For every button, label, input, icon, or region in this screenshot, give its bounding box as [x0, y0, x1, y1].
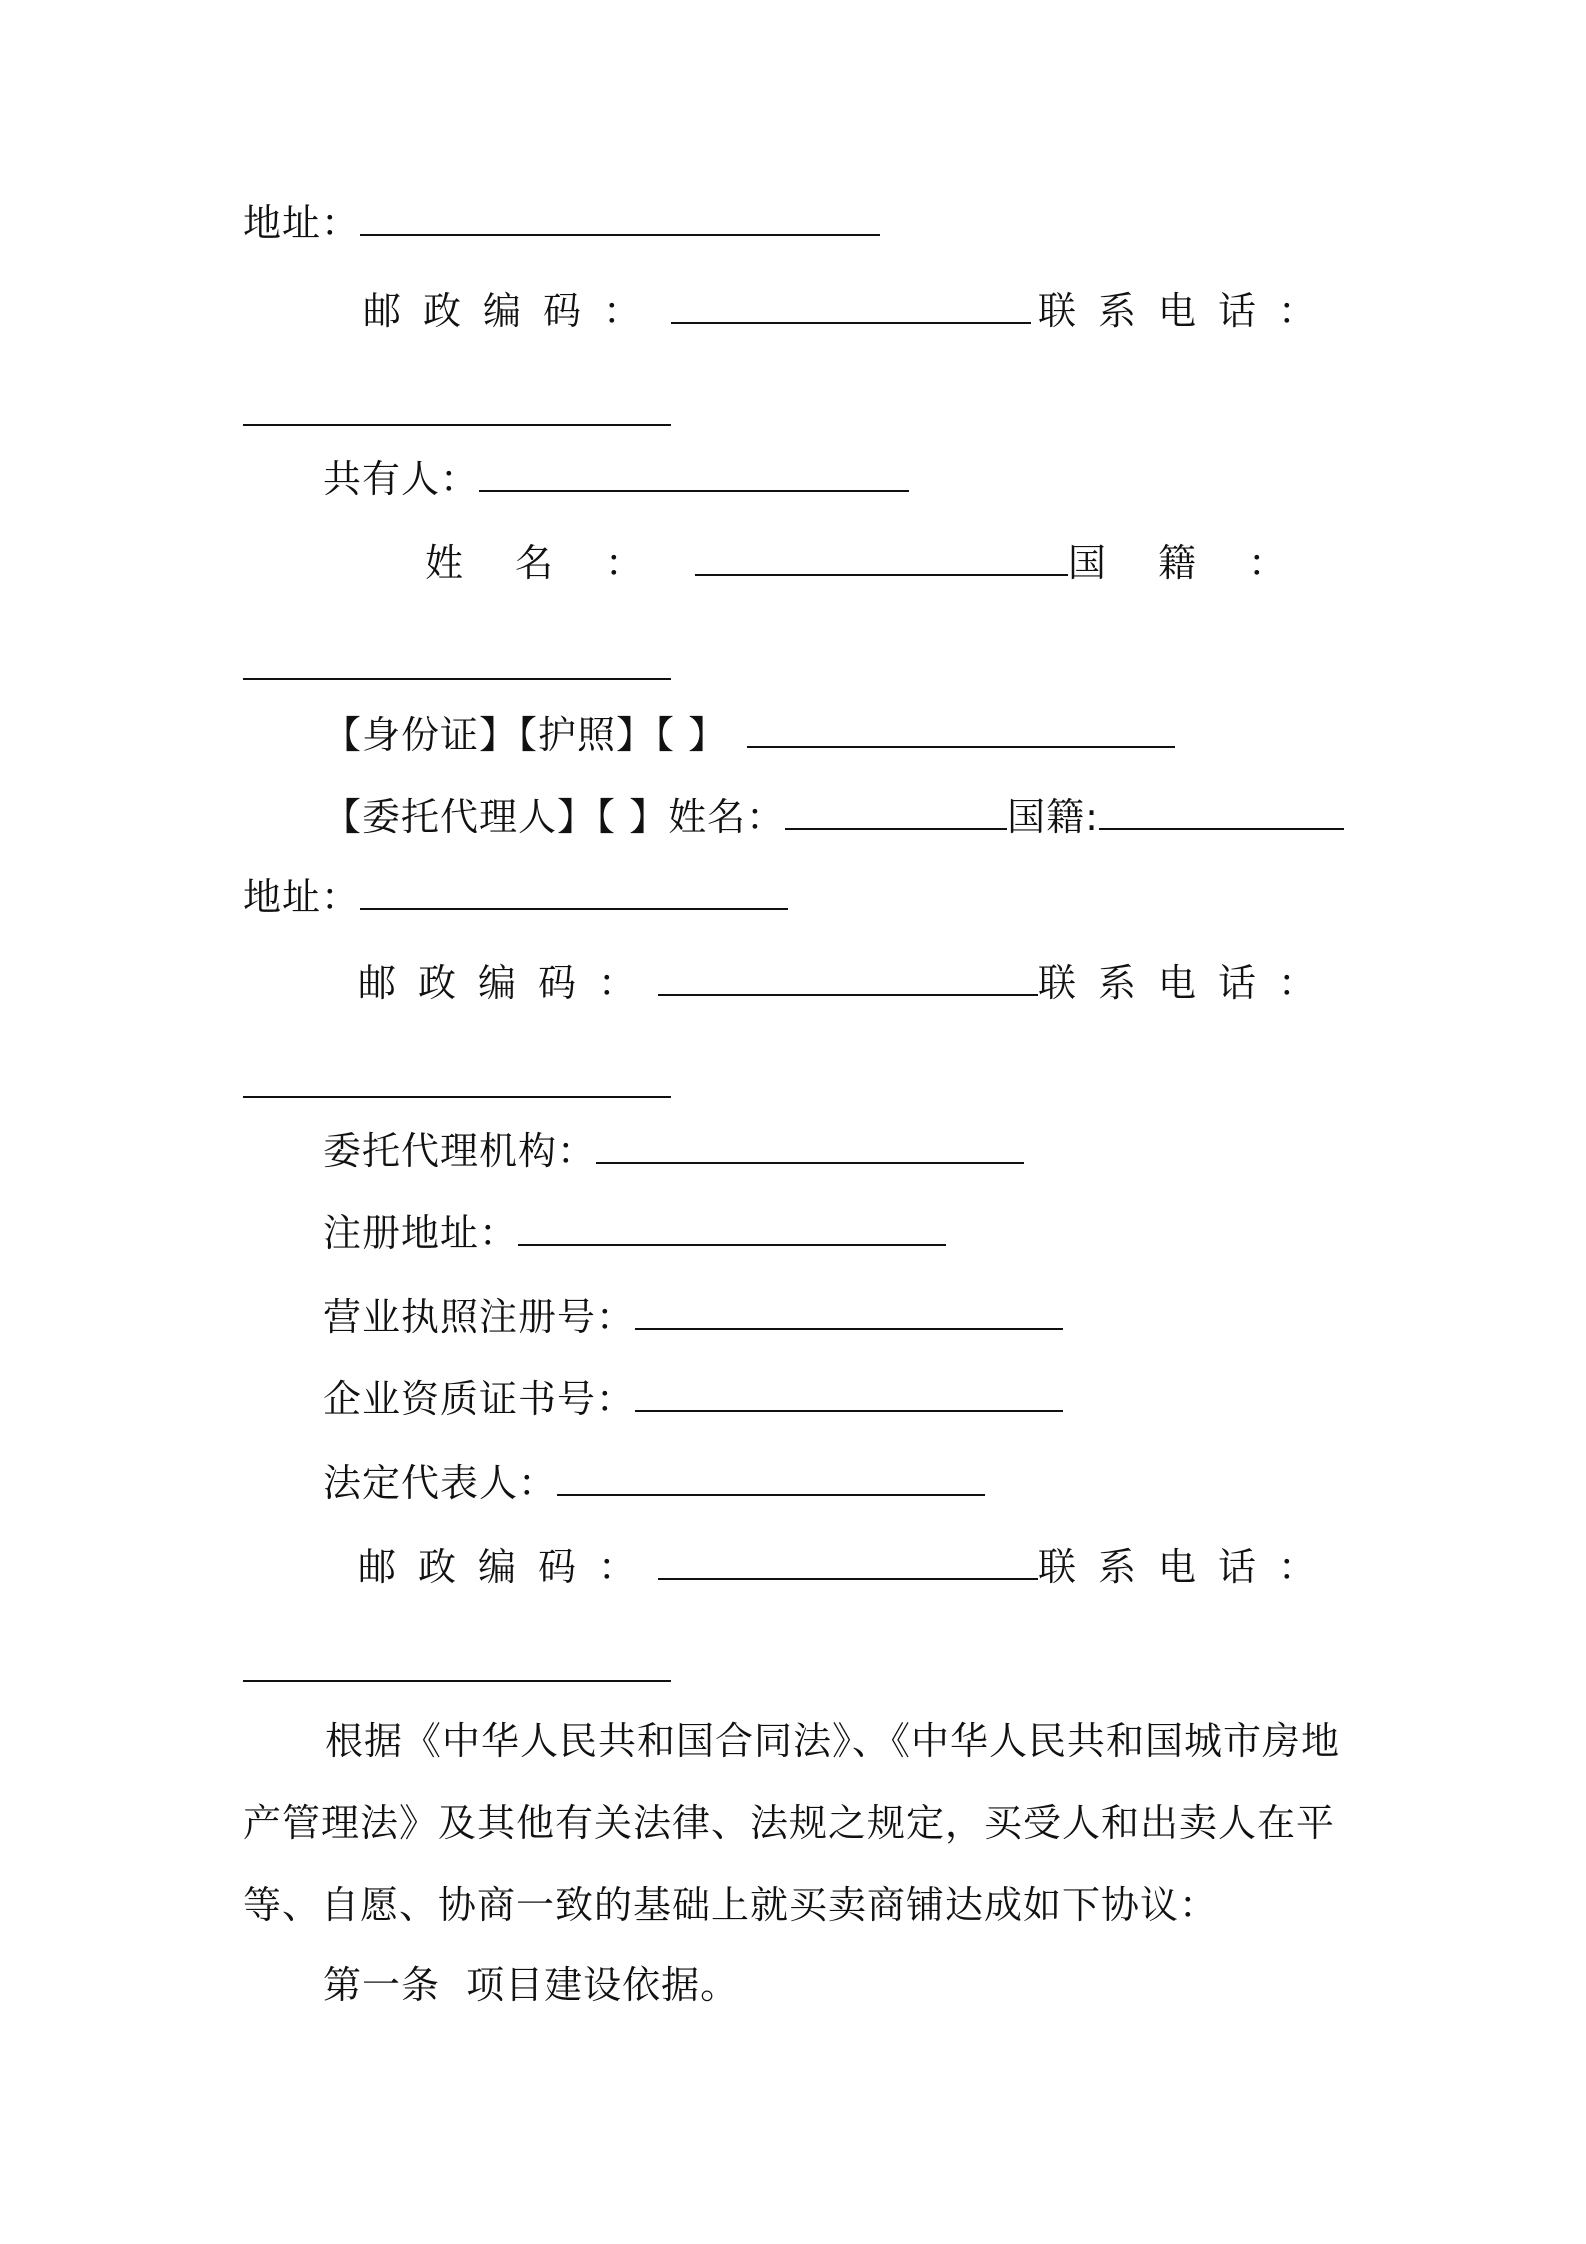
phone-blank-row-2 — [243, 1058, 671, 1112]
agency-blank[interactable] — [596, 1132, 1024, 1164]
co-owner-label: 共有人： — [323, 457, 480, 501]
phone-label: 联系电话： — [1037, 289, 1338, 333]
phone-label-2: 联系电话： — [1037, 961, 1338, 1005]
address-field-2 — [243, 870, 788, 924]
postal-code-blank-2[interactable] — [658, 964, 1038, 996]
postal-code-label-3: 邮政编码： — [358, 1545, 659, 1589]
phone-blank-row-1 — [243, 386, 671, 440]
business-license-blank[interactable] — [635, 1298, 1063, 1330]
address-label: 地址： — [243, 201, 361, 245]
agent-field — [323, 790, 1344, 844]
agent-name-blank[interactable] — [785, 798, 1007, 830]
address-blank-2[interactable] — [360, 878, 788, 910]
address-blank[interactable] — [360, 204, 880, 236]
name-blank[interactable] — [695, 544, 1068, 576]
nationality-label: 国籍： — [1067, 541, 1338, 585]
postal-code-label: 邮政编码： — [363, 289, 664, 333]
agent-nationality-blank[interactable] — [1099, 798, 1344, 830]
phone-blank[interactable] — [243, 394, 671, 426]
registered-address-label: 注册地址： — [323, 1211, 519, 1255]
nationality-blank[interactable] — [243, 648, 671, 680]
name-label: 姓名： — [425, 541, 696, 585]
co-owner-blank[interactable] — [479, 460, 909, 492]
legal-rep-blank[interactable] — [557, 1464, 985, 1496]
legal-rep-label: 法定代表人： — [323, 1461, 558, 1505]
postal-phone-row-1 — [363, 284, 1338, 338]
registered-address-field — [323, 1206, 946, 1260]
phone-blank-3[interactable] — [243, 1650, 671, 1682]
postal-phone-row-3 — [358, 1540, 1338, 1594]
postal-code-blank-3[interactable] — [658, 1548, 1038, 1580]
phone-blank-2[interactable] — [243, 1066, 671, 1098]
article-1-heading: 第一条 项目建设依据。 — [323, 1963, 740, 2007]
phone-label-3: 联系电话： — [1037, 1545, 1338, 1589]
nationality-blank-row — [243, 640, 671, 694]
postal-phone-row-2 — [358, 956, 1338, 1010]
agent-label: 【委托代理人】【 】姓名： — [323, 795, 786, 839]
agency-label: 委托代理机构： — [323, 1129, 597, 1173]
id-type-label: 【身份证】【护照】【 】 — [323, 713, 728, 757]
address-field-1 — [243, 196, 880, 250]
business-license-field — [323, 1290, 1063, 1344]
qualification-cert-label: 企业资质证书号： — [323, 1377, 636, 1421]
postal-code-label-2: 邮政编码： — [358, 961, 659, 1005]
phone-blank-row-3 — [243, 1642, 671, 1696]
qualification-cert-blank[interactable] — [635, 1380, 1063, 1412]
address-label-2: 地址： — [243, 875, 361, 919]
postal-code-blank[interactable] — [671, 292, 1031, 324]
business-license-label: 营业执照注册号： — [323, 1295, 636, 1339]
legal-rep-field — [323, 1456, 985, 1510]
contract-preamble: 根据《中华人民共和国合同法》、《中华人民共和国城市房地产管理法》及其他有关法律、法规之规定，买受人和出卖人在平等、自愿、协商一致的基础上就买卖商铺达成如下协议： — [243, 1719, 1341, 1927]
agency-field — [323, 1124, 1024, 1178]
name-nationality-row — [425, 536, 1338, 590]
co-owner-field — [323, 452, 909, 506]
id-type-field — [323, 708, 1175, 762]
agent-nationality-label: 国籍: — [1007, 795, 1099, 839]
registered-address-blank[interactable] — [518, 1214, 946, 1246]
qualification-cert-field — [323, 1372, 1063, 1426]
id-number-blank[interactable] — [747, 716, 1175, 748]
